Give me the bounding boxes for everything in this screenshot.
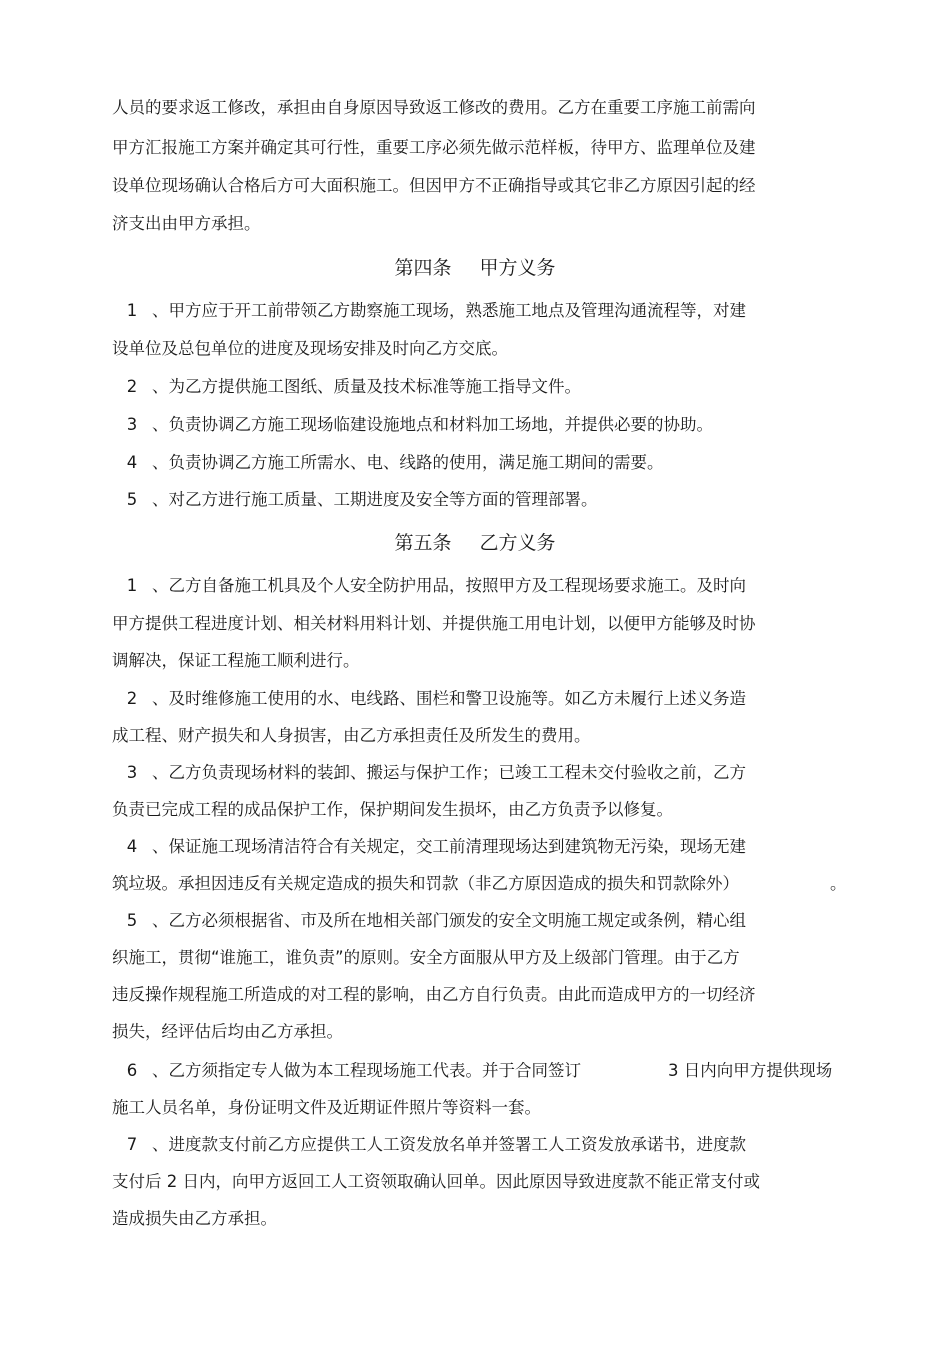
item-text: 、乙方负责现场材料的装卸、搬运与保护工作；已竣工工程未交付验收之前，乙方	[152, 763, 746, 782]
article-5-item-6-cont: 施工人员名单，身份证明文件及近期证件照片等资料一套。	[112, 1098, 541, 1117]
article-4-title: 甲方义务	[479, 257, 556, 279]
intro-line: 设单位现场确认合格后方可大面积施工。但因甲方不正确指导或其它非乙方原因引起的经	[112, 176, 756, 195]
article-5-item-4	[112, 836, 746, 858]
article-5-item-5	[112, 910, 746, 932]
item-number: 1	[126, 576, 138, 595]
article-5-item-4-cont: 筑垃圾。承担因违反有关规定造成的损失和罚款（非乙方原因造成的损失和罚款除外）	[112, 874, 739, 893]
item-text: 、为乙方提供施工图纸、质量及技术标准等施工指导文件。	[152, 377, 581, 396]
item-text: 、负责协调乙方施工所需水、电、线路的使用，满足施工期间的需要。	[152, 453, 664, 472]
article-5-item-6-fragment: 3 日内向甲方提供现场	[668, 1061, 833, 1080]
article-5-item-1-cont: 调解决，保证工程施工顺利进行。	[112, 651, 360, 670]
item-number: 1	[126, 301, 138, 320]
article-5-item-3	[112, 762, 746, 784]
item-number: 2	[126, 689, 138, 708]
article-5-item-6	[112, 1060, 581, 1082]
article-5-item-5-cont: 违反操作规程施工所造成的对工程的影响，由乙方自行负责。由此而造成甲方的一切经济	[112, 985, 756, 1004]
item-number: 4	[126, 453, 138, 472]
item-number: 3	[126, 763, 138, 782]
article-5-item-2	[112, 688, 746, 710]
article-5-item-4-period: 。	[830, 874, 847, 893]
item-number: 2	[126, 377, 138, 396]
article-5-item-1	[112, 575, 746, 597]
item-text: 、甲方应于开工前带领乙方勘察施工现场，熟悉施工地点及管理沟通流程等，对建	[152, 301, 746, 320]
article-4-item-2	[112, 376, 581, 398]
article-5-title: 乙方义务	[479, 532, 556, 554]
intro-line: 人员的要求返工修改，承担由自身原因导致返工修改的费用。乙方在重要工序施工前需向	[112, 98, 756, 117]
article-4-number: 第四条	[394, 257, 452, 279]
article-5-item-3-cont: 负责已完成工程的成品保护工作，保护期间发生损坏，由乙方负责予以修复。	[112, 800, 673, 819]
item-number: 4	[126, 837, 138, 856]
item-number: 5	[126, 490, 138, 509]
article-4-item-1-cont: 设单位及总包单位的进度及现场安排及时向乙方交底。	[112, 339, 508, 358]
intro-line: 甲方汇报施工方案并确定其可行性，重要工序必须先做示范样板，待甲方、监理单位及建	[112, 138, 756, 157]
article-5-number: 第五条	[394, 532, 452, 554]
item-text: 、负责协调乙方施工现场临建设施地点和材料加工场地，并提供必要的协助。	[152, 415, 713, 434]
item-text: 、乙方自备施工机具及个人安全防护用品，按照甲方及工程现场要求施工。及时向	[152, 576, 746, 595]
item-number: 5	[126, 911, 138, 930]
article-5-item-7-cont: 造成损失由乙方承担。	[112, 1209, 277, 1228]
item-number: 3	[126, 415, 138, 434]
article-4-item-5	[112, 489, 598, 511]
article-5-item-2-cont: 成工程、财产损失和人身损害，由乙方承担责任及所发生的费用。	[112, 726, 591, 745]
article-4-heading	[0, 256, 950, 280]
article-5-item-7	[112, 1134, 746, 1156]
article-5-item-1-cont: 甲方提供工程进度计划、相关材料用料计划、并提供施工用电计划，以便甲方能够及时协	[112, 614, 756, 633]
item-number: 7	[126, 1135, 138, 1154]
article-5-item-7-cont: 支付后 2 日内，向甲方返回工人工资领取确认回单。因此原因导致进度款不能正常支付或	[112, 1172, 760, 1191]
article-5-item-5-cont: 损失，经评估后均由乙方承担。	[112, 1022, 343, 1041]
article-5-heading	[0, 531, 950, 555]
item-text: 、对乙方进行施工质量、工期进度及安全等方面的管理部署。	[152, 490, 598, 509]
article-4-item-1	[112, 300, 746, 322]
article-5-item-5-cont: 织施工，贯彻“谁施工，谁负责”的原则。安全方面服从甲方及上级部门管理。由于乙方	[112, 948, 740, 967]
item-text: 、乙方须指定专人做为本工程现场施工代表。并于合同签订	[152, 1061, 581, 1080]
article-4-item-4	[112, 452, 664, 474]
item-text: 、进度款支付前乙方应提供工人工资发放名单并签署工人工资发放承诺书，进度款	[152, 1135, 746, 1154]
item-text: 、及时维修施工使用的水、电线路、围栏和警卫设施等。如乙方未履行上述义务造	[152, 689, 746, 708]
intro-line: 济支出由甲方承担。	[112, 214, 261, 233]
article-4-item-3	[112, 414, 713, 436]
item-number: 6	[126, 1061, 138, 1080]
item-text: 、保证施工现场清洁符合有关规定，交工前清理现场达到建筑物无污染，现场无建	[152, 837, 746, 856]
item-text: 、乙方必须根据省、市及所在地相关部门颁发的安全文明施工规定或条例，精心组	[152, 911, 746, 930]
